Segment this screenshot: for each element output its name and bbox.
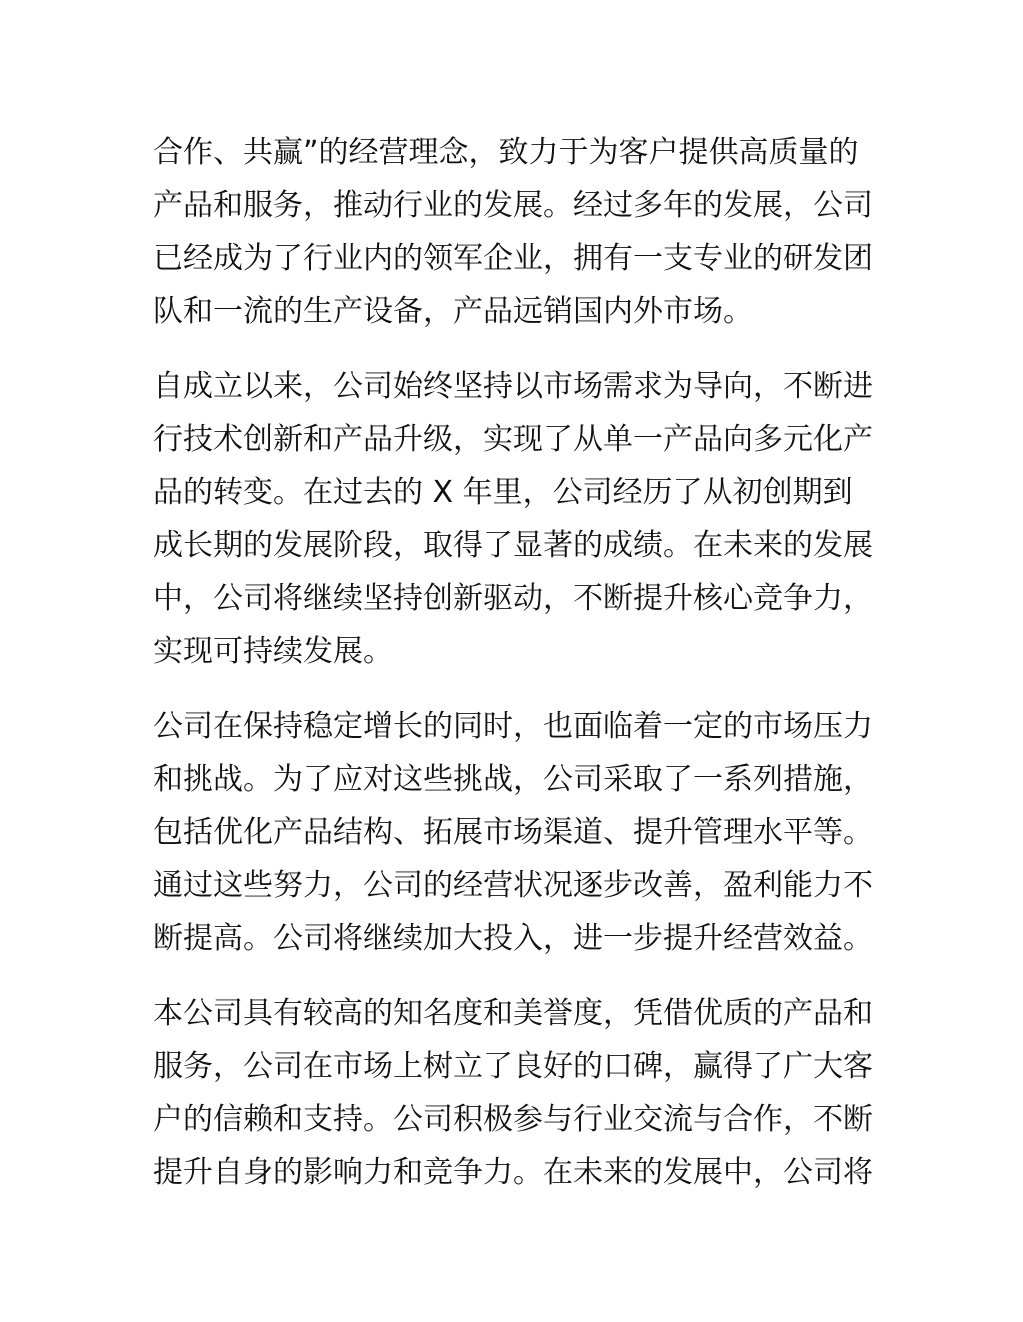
paragraph-line: 中，公司将继续坚持创新驱动，不断提升核心竞争力，	[153, 581, 873, 616]
paragraph-line: 已经成为了行业内的领军企业，拥有一支专业的研发团	[153, 241, 873, 276]
paragraph-line: 包括优化产品结构、拓展市场渠道、提升管理水平等。	[153, 815, 873, 850]
paragraph-line: 自成立以来，公司始终坚持以市场需求为导向，不断进	[153, 369, 873, 404]
paragraph-line: 实现可持续发展。	[153, 634, 393, 669]
paragraph-line: 通过这些努力，公司的经营状况逐步改善，盈利能力不	[153, 868, 873, 903]
paragraph-line: 行技术创新和产品升级，实现了从单一产品向多元化产	[153, 422, 873, 457]
paragraph-line: 品的转变。在过去的 X 年里，公司经历了从初创期到	[153, 475, 853, 510]
paragraph-line: 成长期的发展阶段，取得了显著的成绩。在未来的发展	[153, 528, 873, 563]
paragraph-line: 公司在保持稳定增长的同时，也面临着一定的市场压力	[153, 709, 873, 744]
paragraph-line: 合作、共赢”的经营理念，致力于为客户提供高质量的	[153, 135, 859, 170]
paragraph-line: 产品和服务，推动行业的发展。经过多年的发展，公司	[153, 188, 873, 223]
paragraph-2	[153, 360, 873, 678]
paragraph-line: 断提高。公司将继续加大投入，进一步提升经营效益。	[153, 921, 873, 956]
paragraph-line: 队和一流的生产设备，产品远销国内外市场。	[153, 294, 753, 329]
document-body	[153, 126, 873, 1221]
paragraph-line: 提升自身的影响力和竞争力。在未来的发展中，公司将	[153, 1155, 873, 1190]
paragraph-line: 服务，公司在市场上树立了良好的口碑，赢得了广大客	[153, 1049, 873, 1084]
paragraph-line: 和挑战。为了应对这些挑战，公司采取了一系列措施，	[153, 762, 873, 797]
paragraph-line: 户的信赖和支持。公司积极参与行业交流与合作，不断	[153, 1102, 873, 1137]
paragraph-line: 本公司具有较高的知名度和美誉度，凭借优质的产品和	[153, 996, 873, 1031]
paragraph-1	[153, 126, 873, 338]
paragraph-3	[153, 700, 873, 965]
paragraph-4	[153, 987, 873, 1199]
